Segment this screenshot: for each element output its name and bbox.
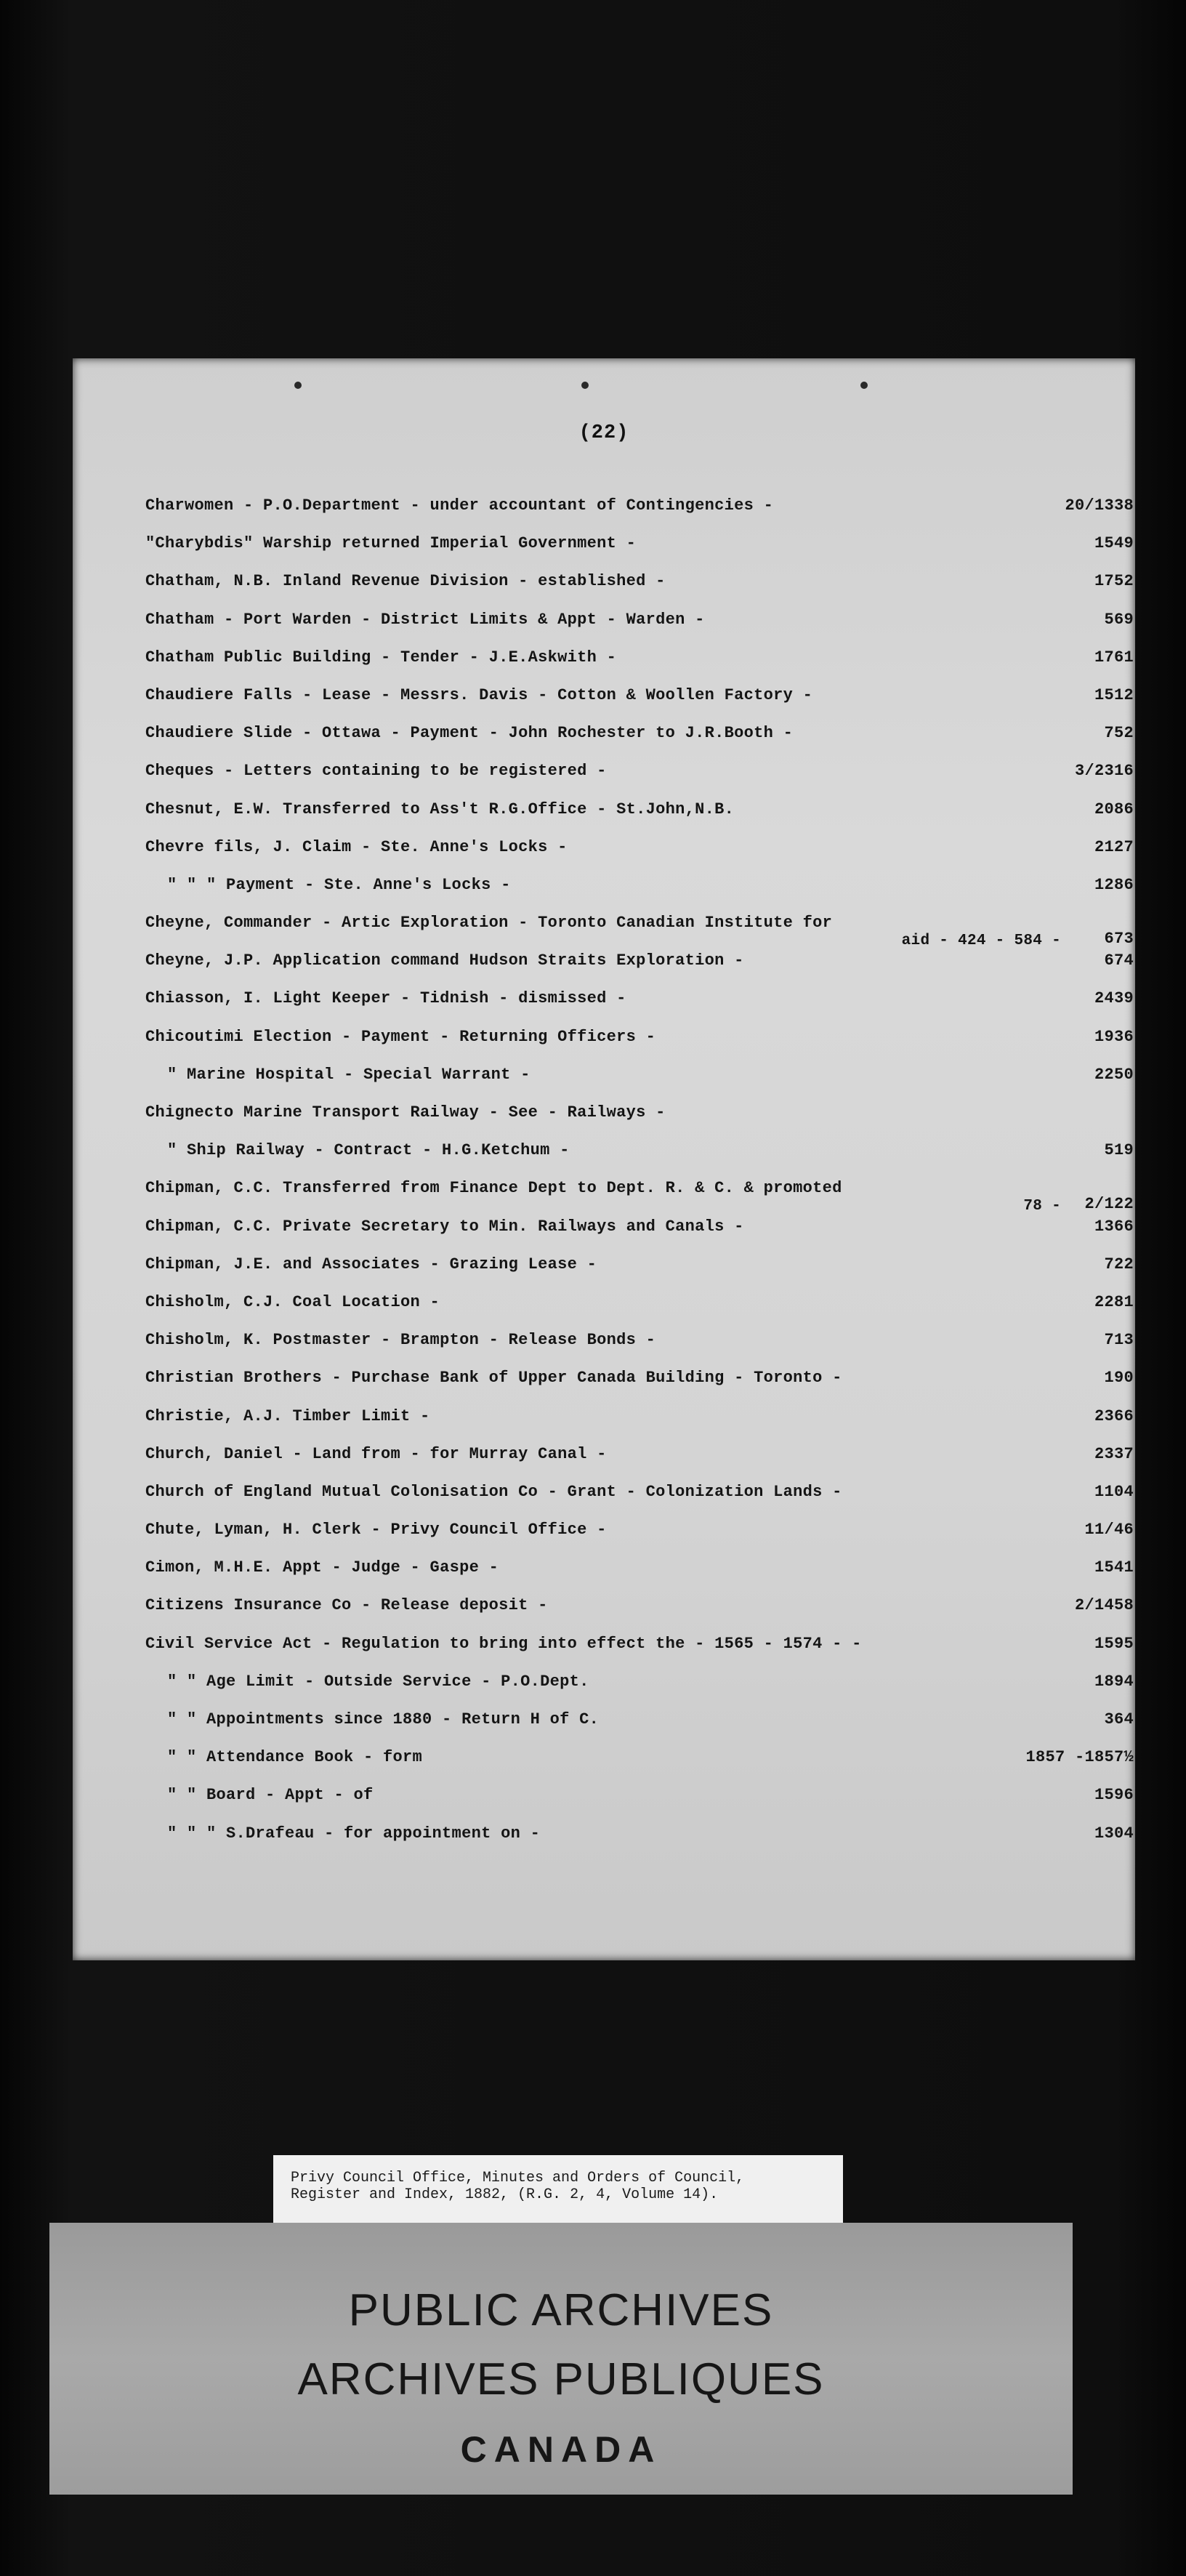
entry-text: Charwomen - P.O.Department - under accountant of Contingencies -: [145, 496, 774, 515]
index-entry: [145, 906, 1134, 950]
entry-reference: 1541: [1094, 1558, 1134, 1577]
entry-subnote: aid - 424 - 584 -: [901, 933, 1061, 950]
entry-reference: 1512: [1094, 685, 1134, 704]
entry-reference: 2281: [1094, 1292, 1134, 1311]
entry-reference: 519: [1104, 1141, 1134, 1160]
entry-text: " " Attendance Book - form: [167, 1748, 423, 1767]
entry-reference: 2366: [1094, 1406, 1134, 1425]
index-entry: [145, 1210, 1134, 1248]
entry-reference: 364: [1104, 1710, 1134, 1728]
entry-text: Civil Service Act - Regulation to bring into effect the - 1565 - 1574 - -: [145, 1634, 862, 1653]
entry-reference: 569: [1104, 610, 1134, 629]
source-label-line: Privy Council Office, Minutes and Orders of Council,: [291, 2170, 745, 2186]
index-entry: [145, 1134, 1134, 1172]
archives-title-french: ARCHIVES PUBLIQUES: [297, 2354, 825, 2404]
entry-reference: 2439: [1094, 989, 1134, 1008]
document-page: [73, 358, 1135, 1960]
entry-reference: 1936: [1094, 1027, 1134, 1046]
entry-reference: 1752: [1094, 572, 1134, 591]
archives-card: [49, 2223, 1073, 2495]
entry-text: Chignecto Marine Transport Railway - See - Railways -: [145, 1103, 666, 1122]
entry-text: Cheques - Letters containing to be registered -: [145, 762, 607, 781]
entry-reference: 1761: [1094, 648, 1134, 667]
index-entry: [145, 869, 1134, 906]
entry-subnote: 78 -: [1023, 1198, 1061, 1215]
entry-text: " Ship Railway - Contract - H.G.Ketchum -: [167, 1141, 570, 1160]
entry-text: Chiasson, I. Light Keeper - Tidnish - dismissed -: [145, 989, 626, 1008]
index-entry: [145, 982, 1134, 1020]
entry-text: Cheyne, Commander - Artic Exploration - Toronto Canadian Institute for: [145, 914, 833, 933]
punch-mark: [860, 382, 868, 389]
entry-reference: 1104: [1094, 1482, 1134, 1501]
entry-reference: 2/122: [1084, 1195, 1134, 1214]
entry-reference: 1304: [1094, 1824, 1134, 1843]
index-entry: [145, 565, 1134, 603]
entry-reference: 713: [1104, 1331, 1134, 1350]
entry-text: Chisholm, C.J. Coal Location -: [145, 1292, 440, 1311]
entry-text: Chaudiere Falls - Lease - Messrs. Davis - Cotton & Woollen Factory -: [145, 685, 813, 704]
entry-text: Chevre fils, J. Claim - Ste. Anne's Locks -: [145, 837, 568, 856]
entry-text: Chipman, C.C. Transferred from Finance Dept to Dept. R. & C. & promoted: [145, 1179, 842, 1198]
index-entry: [145, 1172, 1134, 1215]
entry-reference: 2127: [1094, 837, 1134, 856]
entry-text: Chatham, N.B. Inland Revenue Division - established -: [145, 572, 666, 591]
index-entry: [145, 754, 1134, 792]
entry-reference: 1894: [1094, 1672, 1134, 1691]
index-entry: [145, 1058, 1134, 1096]
index-entry: [145, 1286, 1134, 1324]
index-entry: [145, 1703, 1134, 1741]
entry-text: Cheyne, J.P. Application command Hudson Straits Exploration -: [145, 951, 744, 970]
entry-reference: 190: [1104, 1369, 1134, 1388]
entry-text: Chipman, C.C. Private Secretary to Min. Railways and Canals -: [145, 1217, 744, 1236]
punch-mark: [294, 382, 302, 389]
index-entry: [145, 1627, 1134, 1665]
index-entries: [145, 489, 1134, 1855]
archives-country: CANADA: [460, 2429, 662, 2470]
index-entry: [145, 1324, 1134, 1361]
entry-reference: 752: [1104, 724, 1134, 743]
entry-text: Christie, A.J. Timber Limit -: [145, 1406, 430, 1425]
punch-mark: [581, 382, 589, 389]
index-entry: [145, 527, 1134, 565]
index-entry: [145, 1476, 1134, 1513]
entry-reference: 2337: [1094, 1444, 1134, 1463]
entry-text: Chatham Public Building - Tender - J.E.Askwith -: [145, 648, 617, 667]
source-label-line: Register and Index, 1882, (R.G. 2, 4, Volume 14).: [291, 2186, 719, 2203]
entry-reference: 2086: [1094, 800, 1134, 818]
entry-text: " " Age Limit - Outside Service - P.O.Dept.: [167, 1672, 589, 1691]
entry-reference: 673: [1104, 930, 1134, 949]
index-entry: [145, 831, 1134, 869]
index-entry: [145, 1096, 1134, 1134]
entry-reference: 1286: [1094, 875, 1134, 894]
index-entry: [145, 944, 1134, 982]
entry-reference: 1595: [1094, 1634, 1134, 1653]
source-label: [273, 2155, 843, 2225]
index-entry: [145, 1551, 1134, 1589]
entry-text: Chesnut, E.W. Transferred to Ass't R.G.Office - St.John,N.B.: [145, 800, 735, 818]
archives-title-english: PUBLIC ARCHIVES: [348, 2285, 774, 2335]
entry-text: " " " Payment - Ste. Anne's Locks -: [167, 875, 511, 894]
entry-text: Chaudiere Slide - Ottawa - Payment - John Rochester to J.R.Booth -: [145, 724, 794, 743]
index-entry: [145, 1817, 1134, 1855]
index-entry: [145, 1248, 1134, 1286]
entry-text: Chute, Lyman, H. Clerk - Privy Council Office -: [145, 1521, 607, 1539]
entry-text: Chisholm, K. Postmaster - Brampton - Release Bonds -: [145, 1331, 656, 1350]
entry-text: Christian Brothers - Purchase Bank of Upper Canada Building - Toronto -: [145, 1369, 842, 1388]
entry-reference: 722: [1104, 1255, 1134, 1273]
entry-text: Chatham - Port Warden - District Limits & Appt - Warden -: [145, 610, 705, 629]
index-entry: [145, 1021, 1134, 1058]
index-entry: [145, 1361, 1134, 1399]
index-entry: [145, 679, 1134, 717]
entry-text: Church of England Mutual Colonisation Co - Grant - Colonization Lands -: [145, 1482, 842, 1501]
entry-reference: 3/2316: [1074, 762, 1134, 781]
entry-text: " " Appointments since 1880 - Return H of C.: [167, 1710, 600, 1728]
entry-reference: 2/1458: [1074, 1596, 1134, 1615]
entry-reference: 1366: [1094, 1217, 1134, 1236]
index-entry: [145, 1779, 1134, 1816]
index-entry: [145, 1665, 1134, 1703]
entry-text: "Charybdis" Warship returned Imperial Government -: [145, 534, 637, 553]
index-entry: [145, 793, 1134, 831]
index-entry: [145, 1741, 1134, 1779]
entry-text: " " " S.Drafeau - for appointment on -: [167, 1824, 541, 1843]
entry-reference: 20/1338: [1065, 496, 1134, 515]
entry-text: " " Board - Appt - of: [167, 1786, 374, 1805]
index-entry: [145, 1513, 1134, 1551]
index-entry: [145, 603, 1134, 641]
entry-text: Chicoutimi Election - Payment - Returning Officers -: [145, 1027, 656, 1046]
entry-reference: 1549: [1094, 534, 1134, 553]
index-entry: [145, 489, 1134, 527]
entry-reference: 674: [1104, 951, 1134, 970]
index-entry: [145, 1400, 1134, 1438]
index-entry: [145, 1438, 1134, 1476]
entry-text: " Marine Hospital - Special Warrant -: [167, 1065, 531, 1084]
entry-text: Chipman, J.E. and Associates - Grazing Lease -: [145, 1255, 597, 1273]
entry-reference: 1857 -1857½: [1025, 1748, 1134, 1767]
entry-reference: 1596: [1094, 1786, 1134, 1805]
entry-text: Cimon, M.H.E. Appt - Judge - Gaspe -: [145, 1558, 499, 1577]
page-number: (22): [578, 422, 629, 444]
entry-reference: 11/46: [1084, 1521, 1134, 1539]
entry-reference: 2250: [1094, 1065, 1134, 1084]
index-entry: [145, 641, 1134, 679]
entry-text: Church, Daniel - Land from - for Murray Canal -: [145, 1444, 607, 1463]
entry-text: Citizens Insurance Co - Release deposit -: [145, 1596, 548, 1615]
index-entry: [145, 717, 1134, 754]
index-entry: [145, 1589, 1134, 1627]
